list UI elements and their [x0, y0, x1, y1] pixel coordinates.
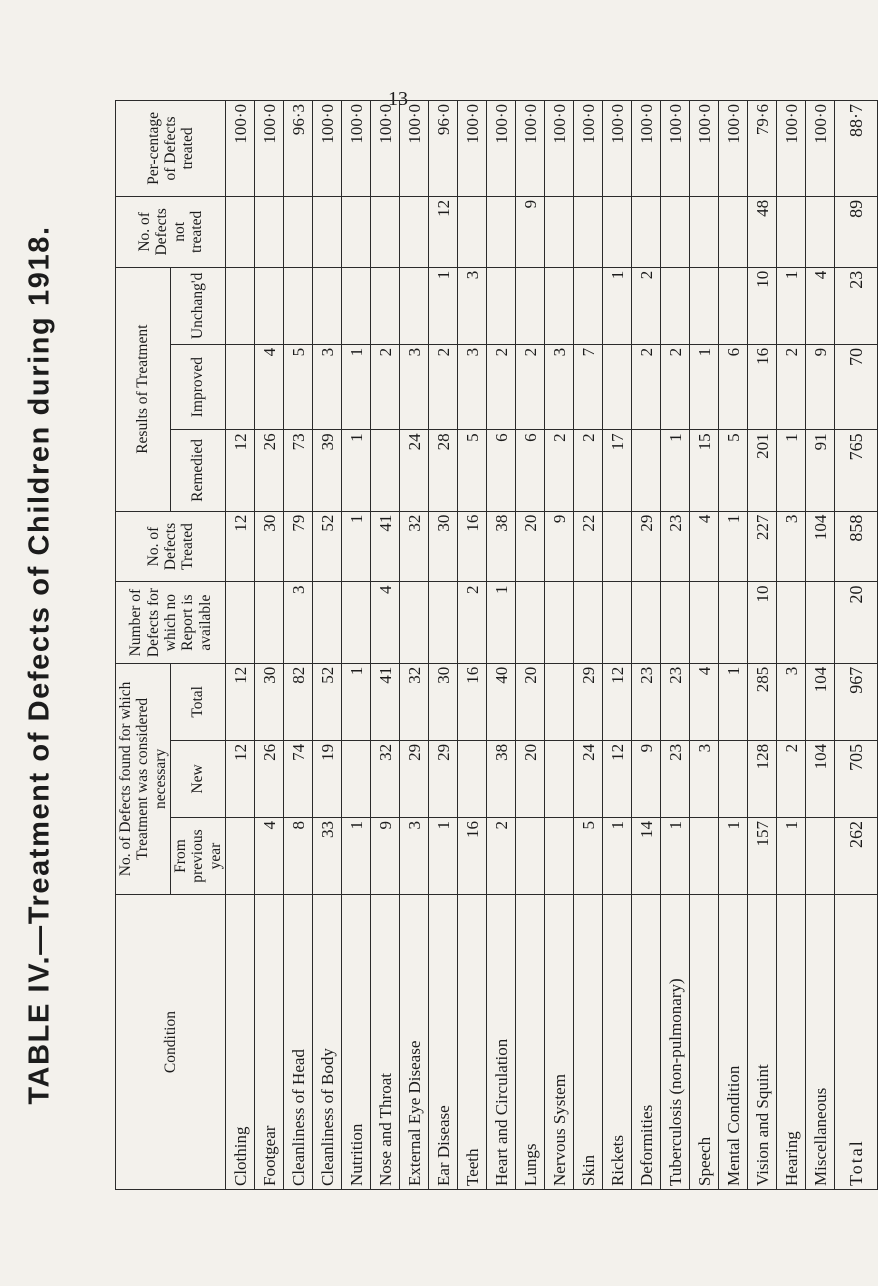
- unchanged-cell: [284, 267, 313, 344]
- no-report-cell: [603, 582, 632, 663]
- no-report-cell: [342, 582, 371, 663]
- table-row: [632, 101, 661, 1190]
- new-cell: 29: [429, 740, 458, 817]
- table-row: [777, 101, 806, 1190]
- remedied-cell: 2: [574, 430, 603, 511]
- table-row: [313, 101, 342, 1190]
- header-remedied: Remedied: [171, 430, 226, 511]
- improved-cell: 2: [516, 344, 545, 429]
- new-cell: 29: [400, 740, 429, 817]
- no-report-cell: [545, 582, 574, 663]
- from-previous-cell: [545, 817, 574, 894]
- total-total-cell: 967: [835, 663, 878, 740]
- not-treated-cell: [313, 196, 342, 267]
- new-cell: 128: [748, 740, 777, 817]
- condition-cell: Hearing: [777, 895, 806, 1190]
- remedied-cell: 15: [690, 430, 719, 511]
- unchanged-cell: 10: [748, 267, 777, 344]
- condition-cell: Mental Condition: [719, 895, 748, 1190]
- treated-cell: [603, 511, 632, 582]
- table-row: [342, 101, 371, 1190]
- remedied-cell: 2: [545, 430, 574, 511]
- not-treated-cell: 12: [429, 196, 458, 267]
- table-row: [719, 101, 748, 1190]
- condition-cell: Footgear: [255, 895, 284, 1190]
- condition-cell: Nervous System: [545, 895, 574, 1190]
- table-row: [458, 101, 487, 1190]
- new-cell: 2: [777, 740, 806, 817]
- not-treated-cell: [342, 196, 371, 267]
- treated-cell: 41: [371, 511, 400, 582]
- unchanged-cell: [400, 267, 429, 344]
- total-no-report-cell: 20: [835, 582, 878, 663]
- new-cell: 23: [661, 740, 690, 817]
- not-treated-cell: 9: [516, 196, 545, 267]
- improved-cell: 3: [545, 344, 574, 429]
- total-cell: 16: [458, 663, 487, 740]
- total-cell: 1: [719, 663, 748, 740]
- header-no-report: Number of Defects for which no Report is available: [116, 582, 226, 663]
- percentage-cell: 100·0: [458, 101, 487, 197]
- table-row: [429, 101, 458, 1190]
- treated-cell: 12: [226, 511, 255, 582]
- improved-cell: 5: [284, 344, 313, 429]
- treated-cell: 16: [458, 511, 487, 582]
- new-cell: 38: [487, 740, 516, 817]
- remedied-cell: 5: [719, 430, 748, 511]
- not-treated-cell: [400, 196, 429, 267]
- remedied-cell: 26: [255, 430, 284, 511]
- no-report-cell: [574, 582, 603, 663]
- improved-cell: 2: [661, 344, 690, 429]
- from-previous-cell: 1: [429, 817, 458, 894]
- new-cell: [458, 740, 487, 817]
- from-previous-cell: 1: [777, 817, 806, 894]
- condition-cell: Miscellaneous: [806, 895, 835, 1190]
- treated-cell: 227: [748, 511, 777, 582]
- total-cell: 104: [806, 663, 835, 740]
- remedied-cell: 28: [429, 430, 458, 511]
- not-treated-cell: [255, 196, 284, 267]
- improved-cell: 1: [690, 344, 719, 429]
- treatment-table: [115, 100, 878, 1190]
- new-cell: 20: [516, 740, 545, 817]
- percentage-cell: 100·0: [777, 101, 806, 197]
- total-not-treated-cell: 89: [835, 196, 878, 267]
- header-condition: Condition: [116, 895, 226, 1190]
- no-report-cell: [777, 582, 806, 663]
- remedied-cell: 91: [806, 430, 835, 511]
- condition-cell: Skin: [574, 895, 603, 1190]
- no-report-cell: [690, 582, 719, 663]
- condition-cell: Cleanliness of Body: [313, 895, 342, 1190]
- table-row: [806, 101, 835, 1190]
- treated-cell: 79: [284, 511, 313, 582]
- percentage-cell: 100·0: [806, 101, 835, 197]
- percentage-cell: 79·6: [748, 101, 777, 197]
- not-treated-cell: [458, 196, 487, 267]
- remedied-cell: 39: [313, 430, 342, 511]
- remedied-cell: 1: [777, 430, 806, 511]
- percentage-cell: 100·0: [487, 101, 516, 197]
- no-report-cell: [313, 582, 342, 663]
- improved-cell: 2: [632, 344, 661, 429]
- treated-cell: 23: [661, 511, 690, 582]
- table-row: [574, 101, 603, 1190]
- condition-cell: Clothing: [226, 895, 255, 1190]
- table-row: [284, 101, 313, 1190]
- improved-cell: 3: [400, 344, 429, 429]
- no-report-cell: [429, 582, 458, 663]
- not-treated-cell: [284, 196, 313, 267]
- header-treated: No. of Defects Treated: [116, 511, 226, 582]
- not-treated-cell: [690, 196, 719, 267]
- treated-cell: 104: [806, 511, 835, 582]
- percentage-cell: 100·0: [661, 101, 690, 197]
- treated-cell: 29: [632, 511, 661, 582]
- percentage-cell: 100·0: [313, 101, 342, 197]
- remedied-cell: 5: [458, 430, 487, 511]
- table-row: [603, 101, 632, 1190]
- from-previous-cell: [516, 817, 545, 894]
- new-cell: [545, 740, 574, 817]
- total-cell: 20: [516, 663, 545, 740]
- remedied-cell: 17: [603, 430, 632, 511]
- new-cell: 32: [371, 740, 400, 817]
- not-treated-cell: [574, 196, 603, 267]
- improved-cell: 16: [748, 344, 777, 429]
- unchanged-cell: [342, 267, 371, 344]
- unchanged-cell: 1: [777, 267, 806, 344]
- condition-cell: Lungs: [516, 895, 545, 1190]
- total-cell: 82: [284, 663, 313, 740]
- remedied-cell: 24: [400, 430, 429, 511]
- total-cell: 12: [603, 663, 632, 740]
- table-row: [371, 101, 400, 1190]
- header-unchanged: Unchang'd: [171, 267, 226, 344]
- not-treated-cell: [632, 196, 661, 267]
- total-cell: 12: [226, 663, 255, 740]
- from-previous-cell: 3: [400, 817, 429, 894]
- table-row: [516, 101, 545, 1190]
- new-cell: 24: [574, 740, 603, 817]
- treated-cell: 4: [690, 511, 719, 582]
- condition-cell: Rickets: [603, 895, 632, 1190]
- condition-cell: Nose and Throat: [371, 895, 400, 1190]
- unchanged-cell: [371, 267, 400, 344]
- from-previous-cell: 1: [342, 817, 371, 894]
- unchanged-cell: 2: [632, 267, 661, 344]
- page-number: 13: [388, 88, 408, 110]
- treated-cell: 38: [487, 511, 516, 582]
- header-improved: Improved: [171, 344, 226, 429]
- percentage-cell: 100·0: [516, 101, 545, 197]
- treated-cell: 9: [545, 511, 574, 582]
- total-cell: 40: [487, 663, 516, 740]
- from-previous-cell: 8: [284, 817, 313, 894]
- unchanged-cell: 4: [806, 267, 835, 344]
- table-row: [487, 101, 516, 1190]
- not-treated-cell: [226, 196, 255, 267]
- percentage-cell: 100·0: [342, 101, 371, 197]
- treated-cell: 1: [719, 511, 748, 582]
- unchanged-cell: [313, 267, 342, 344]
- not-treated-cell: [806, 196, 835, 267]
- condition-cell: Deformities: [632, 895, 661, 1190]
- new-cell: 12: [603, 740, 632, 817]
- percentage-cell: 100·0: [603, 101, 632, 197]
- header-total: Total: [171, 663, 226, 740]
- no-report-cell: [400, 582, 429, 663]
- not-treated-cell: [487, 196, 516, 267]
- table-row: [661, 101, 690, 1190]
- from-previous-cell: 14: [632, 817, 661, 894]
- new-cell: 26: [255, 740, 284, 817]
- treated-cell: 32: [400, 511, 429, 582]
- improved-cell: 3: [313, 344, 342, 429]
- percentage-cell: 100·0: [719, 101, 748, 197]
- total-unchanged-cell: 23: [835, 267, 878, 344]
- total-new-cell: 705: [835, 740, 878, 817]
- treated-cell: 52: [313, 511, 342, 582]
- improved-cell: 6: [719, 344, 748, 429]
- percentage-cell: 96·0: [429, 101, 458, 197]
- percentage-cell: 100·0: [371, 101, 400, 197]
- no-report-cell: [632, 582, 661, 663]
- improved-cell: 2: [777, 344, 806, 429]
- unchanged-cell: [690, 267, 719, 344]
- no-report-cell: [806, 582, 835, 663]
- from-previous-cell: 4: [255, 817, 284, 894]
- from-previous-cell: 16: [458, 817, 487, 894]
- not-treated-cell: [777, 196, 806, 267]
- remedied-cell: 1: [342, 430, 371, 511]
- total-cell: 1: [342, 663, 371, 740]
- condition-cell: Cleanliness of Head: [284, 895, 313, 1190]
- total-cell: 41: [371, 663, 400, 740]
- percentage-cell: 100·0: [400, 101, 429, 197]
- unchanged-cell: 3: [458, 267, 487, 344]
- percentage-cell: 100·0: [255, 101, 284, 197]
- unchanged-cell: 1: [429, 267, 458, 344]
- remedied-cell: [632, 430, 661, 511]
- from-previous-cell: [226, 817, 255, 894]
- total-cell: 23: [632, 663, 661, 740]
- new-cell: 9: [632, 740, 661, 817]
- not-treated-cell: [603, 196, 632, 267]
- header-new: New: [171, 740, 226, 817]
- improved-cell: [226, 344, 255, 429]
- improved-cell: [603, 344, 632, 429]
- improved-cell: 2: [371, 344, 400, 429]
- from-previous-cell: 1: [603, 817, 632, 894]
- unchanged-cell: 1: [603, 267, 632, 344]
- header-not-treated: No. of Defects not treated: [116, 196, 226, 267]
- total-row: [835, 101, 878, 1190]
- total-percentage-cell: 88·7: [835, 101, 878, 197]
- no-report-cell: 4: [371, 582, 400, 663]
- no-report-cell: [719, 582, 748, 663]
- percentage-cell: 100·0: [690, 101, 719, 197]
- treated-cell: 30: [429, 511, 458, 582]
- remedied-cell: 73: [284, 430, 313, 511]
- no-report-cell: [516, 582, 545, 663]
- table-row: [226, 101, 255, 1190]
- from-previous-cell: 5: [574, 817, 603, 894]
- treated-cell: 30: [255, 511, 284, 582]
- header-from-previous: From previous year: [171, 817, 226, 894]
- unchanged-cell: [574, 267, 603, 344]
- treated-cell: 3: [777, 511, 806, 582]
- remedied-cell: 12: [226, 430, 255, 511]
- condition-cell: Tuberculosis (non-pulmonary): [661, 895, 690, 1190]
- header-found-group: No. of Defects found for which Treatment was considered necessary: [116, 663, 171, 894]
- from-previous-cell: 2: [487, 817, 516, 894]
- table-row: [748, 101, 777, 1190]
- from-previous-cell: 33: [313, 817, 342, 894]
- treated-cell: 1: [342, 511, 371, 582]
- unchanged-cell: [661, 267, 690, 344]
- table-title-text: TABLE IV.—Treatment of Defects of Children during 1918.: [23, 225, 56, 1105]
- total-cell: 30: [255, 663, 284, 740]
- total-cell: 23: [661, 663, 690, 740]
- remedied-cell: [371, 430, 400, 511]
- rotated-table: [115, 100, 867, 1190]
- total-cell: 285: [748, 663, 777, 740]
- improved-cell: 1: [342, 344, 371, 429]
- improved-cell: 2: [429, 344, 458, 429]
- total-remedied-cell: 765: [835, 430, 878, 511]
- table-row: [400, 101, 429, 1190]
- total-cell: 4: [690, 663, 719, 740]
- condition-cell: External Eye Disease: [400, 895, 429, 1190]
- not-treated-cell: 48: [748, 196, 777, 267]
- percentage-cell: 100·0: [545, 101, 574, 197]
- table-row: [690, 101, 719, 1190]
- total-from-previous-cell: 262: [835, 817, 878, 894]
- improved-cell: 3: [458, 344, 487, 429]
- total-cell: 52: [313, 663, 342, 740]
- remedied-cell: 201: [748, 430, 777, 511]
- table-body: [226, 101, 878, 1190]
- header-percentage: Per-centage of Defects treated: [116, 101, 226, 197]
- total-cell: 3: [777, 663, 806, 740]
- new-cell: 19: [313, 740, 342, 817]
- not-treated-cell: [371, 196, 400, 267]
- total-cell: [545, 663, 574, 740]
- improved-cell: 7: [574, 344, 603, 429]
- unchanged-cell: [487, 267, 516, 344]
- percentage-cell: 100·0: [226, 101, 255, 197]
- new-cell: 12: [226, 740, 255, 817]
- unchanged-cell: [719, 267, 748, 344]
- percentage-cell: 100·0: [574, 101, 603, 197]
- condition-cell: Speech: [690, 895, 719, 1190]
- table-row: [545, 101, 574, 1190]
- total-cell: 32: [400, 663, 429, 740]
- condition-cell: Ear Disease: [429, 895, 458, 1190]
- from-previous-cell: 1: [661, 817, 690, 894]
- header-results-group: Results of Treatment: [116, 267, 171, 511]
- from-previous-cell: 9: [371, 817, 400, 894]
- total-condition-cell: Total: [835, 895, 878, 1190]
- no-report-cell: 10: [748, 582, 777, 663]
- percentage-cell: 100·0: [632, 101, 661, 197]
- not-treated-cell: [719, 196, 748, 267]
- treated-cell: 20: [516, 511, 545, 582]
- not-treated-cell: [545, 196, 574, 267]
- new-cell: 104: [806, 740, 835, 817]
- unchanged-cell: [516, 267, 545, 344]
- no-report-cell: [661, 582, 690, 663]
- unchanged-cell: [545, 267, 574, 344]
- from-previous-cell: [690, 817, 719, 894]
- table-row: [255, 101, 284, 1190]
- condition-cell: Heart and Circulation: [487, 895, 516, 1190]
- unchanged-cell: [255, 267, 284, 344]
- remedied-cell: 6: [487, 430, 516, 511]
- no-report-cell: 2: [458, 582, 487, 663]
- remedied-cell: 1: [661, 430, 690, 511]
- percentage-cell: 96·3: [284, 101, 313, 197]
- from-previous-cell: 157: [748, 817, 777, 894]
- not-treated-cell: [661, 196, 690, 267]
- improved-cell: 9: [806, 344, 835, 429]
- condition-cell: Nutrition: [342, 895, 371, 1190]
- total-improved-cell: 70: [835, 344, 878, 429]
- improved-cell: 4: [255, 344, 284, 429]
- condition-cell: Vision and Squint: [748, 895, 777, 1190]
- no-report-cell: 3: [284, 582, 313, 663]
- no-report-cell: 1: [487, 582, 516, 663]
- remedied-cell: 6: [516, 430, 545, 511]
- treated-cell: 22: [574, 511, 603, 582]
- new-cell: 74: [284, 740, 313, 817]
- unchanged-cell: [226, 267, 255, 344]
- total-cell: 30: [429, 663, 458, 740]
- no-report-cell: [226, 582, 255, 663]
- improved-cell: 2: [487, 344, 516, 429]
- condition-cell: Teeth: [458, 895, 487, 1190]
- no-report-cell: [255, 582, 284, 663]
- new-cell: [719, 740, 748, 817]
- total-treated-cell: 858: [835, 511, 878, 582]
- from-previous-cell: [806, 817, 835, 894]
- total-cell: 29: [574, 663, 603, 740]
- from-previous-cell: 1: [719, 817, 748, 894]
- new-cell: 3: [690, 740, 719, 817]
- new-cell: [342, 740, 371, 817]
